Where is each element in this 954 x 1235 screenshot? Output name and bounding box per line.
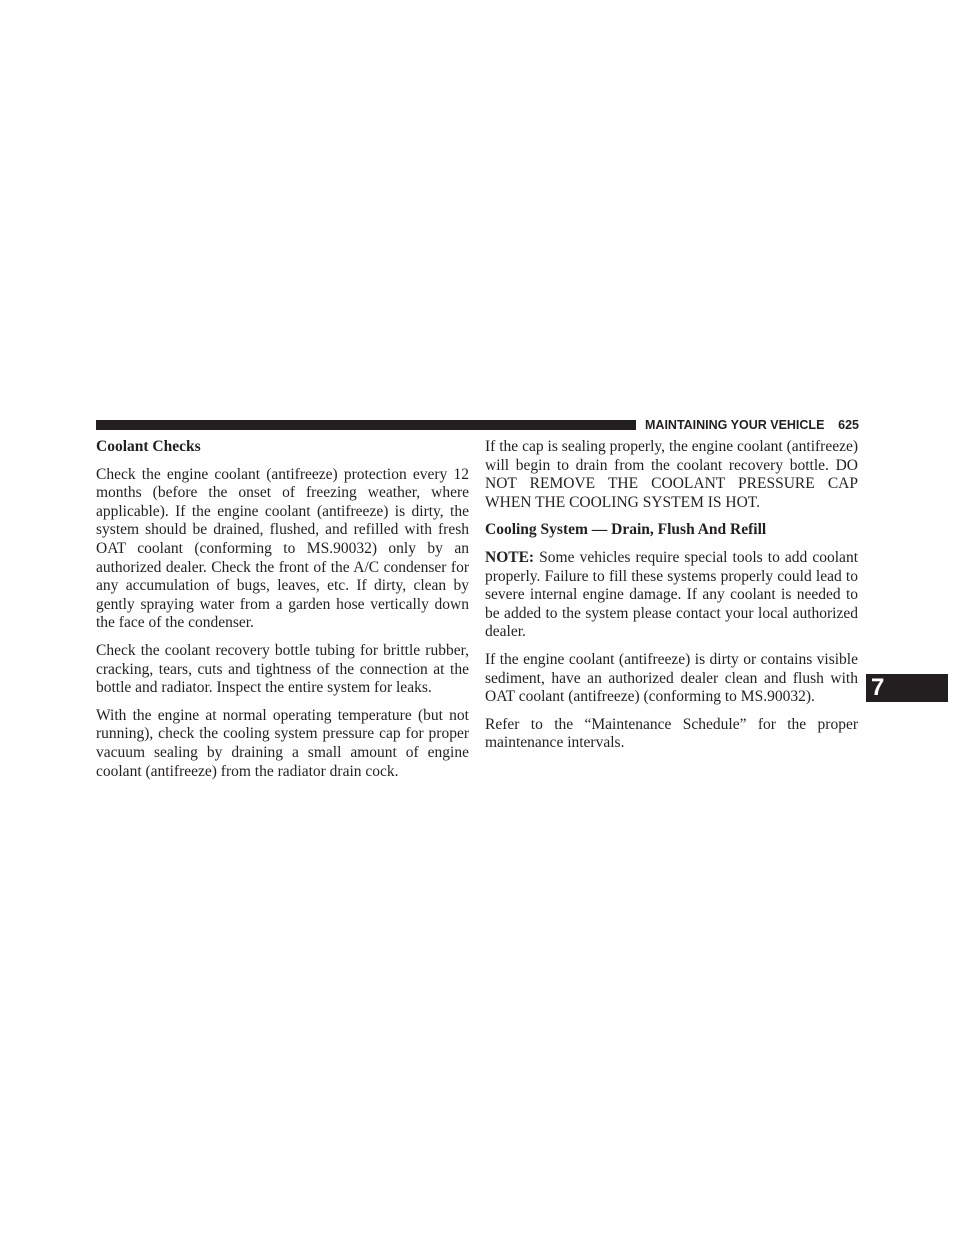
paragraph-maintenance-schedule: Refer to the “Maintenance Schedule” for the proper maintenance intervals.: [485, 715, 858, 752]
chapter-tab: [866, 674, 948, 702]
section-title: MAINTAINING YOUR VEHICLE: [645, 418, 825, 432]
paragraph-dirty-coolant: If the engine coolant (antifreeze) is dirty or contains visible sediment, have an authorized dealer clean and flush with OAT coolant (antifreeze) (conforming to MS.90032).: [485, 650, 858, 706]
header-rule: [96, 420, 636, 430]
page-number: 625: [838, 418, 859, 432]
right-column: [485, 438, 858, 762]
note-text: Some vehicles require special tools to add coolant properly. Failure to fill these systems properly could lead to severe internal engine damage. If any coolant is needed to be added to the system please contact your local authorized dealer.: [485, 548, 858, 641]
note-paragraph: [485, 549, 858, 642]
note-label: NOTE:: [485, 548, 535, 566]
running-header: [645, 417, 859, 433]
heading-drain-flush-refill: Cooling System — Drain, Flush And Refill: [485, 521, 767, 539]
left-column: [96, 438, 469, 790]
heading-coolant-checks: Coolant Checks: [96, 438, 201, 455]
paragraph-protection-check: Check the engine coolant (antifreeze) protection every 12 months (before the onset of freezing weather, where applicable). If the engine coolant (antifreeze) is dirty, the system should be drained, flushed, and refilled with fresh OAT coolant (conforming to MS.90032) only by an authorized dealer. Check the front of the A/C condenser for any accumulation of bugs, leaves, etc. If dirty, clean by gently spraying water from a garden hose vertically down the face of the condenser.: [96, 465, 469, 632]
paragraph-pressure-cap: With the engine at normal operating temperature (but not running), check the cooling system pressure cap for proper vacuum sealing by draining a small amount of engine coolant (antifreeze) from the radiator drain cock.: [96, 706, 469, 780]
paragraph-recovery-bottle: Check the coolant recovery bottle tubing for brittle rubber, cracking, tears, cuts and tightness of the connection at the bottle and radiator. Inspect the entire system for leaks.: [96, 641, 469, 697]
chapter-number: 7: [871, 674, 885, 701]
paragraph-cap-sealing: If the cap is sealing properly, the engine coolant (antifreeze) will begin to drain from the coolant recovery bottle. DO NOT REMOVE THE COOLANT PRESSURE CAP WHEN THE COOLING SYSTEM IS HOT.: [485, 438, 858, 511]
